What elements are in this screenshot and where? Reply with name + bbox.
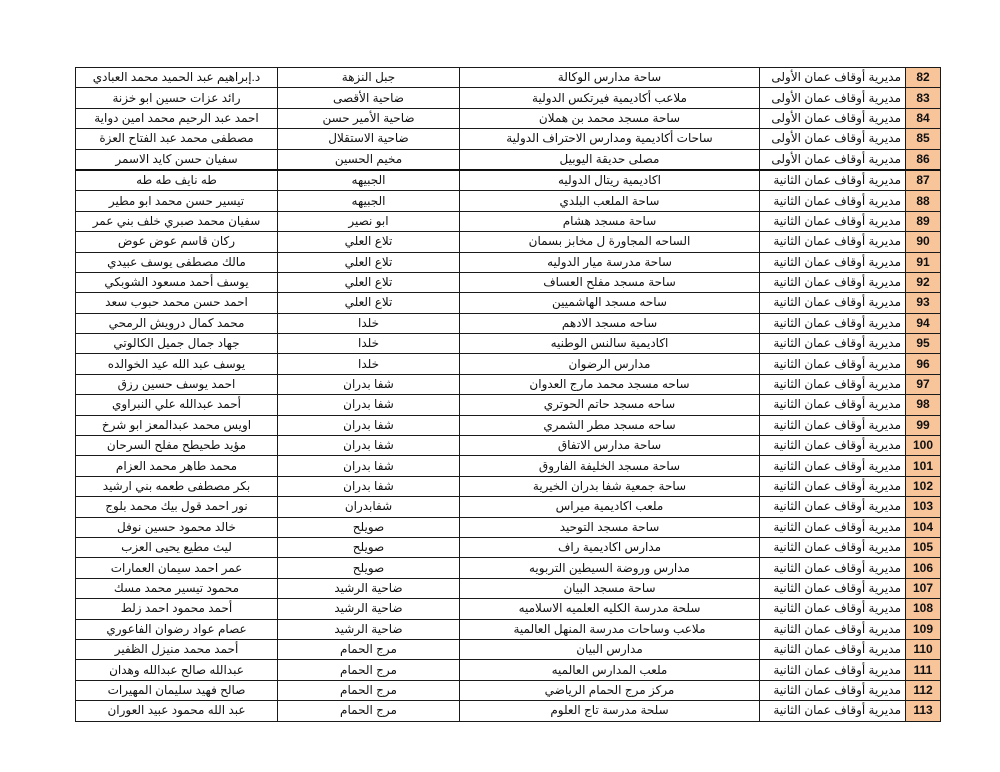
cell-directorate: مديرية أوقاف عمان الثانية [760, 313, 906, 333]
cell-area: الجبيهه [278, 191, 460, 211]
cell-place: مدارس وروضة السيطين التربويه [460, 558, 760, 578]
cell-name: أحمد محمود احمد زلط [76, 599, 278, 619]
table-row [76, 374, 941, 394]
cell-directorate: مديرية أوقاف عمان الثانية [760, 293, 906, 313]
cell-name: محمد كمال درويش الرمحي [76, 313, 278, 333]
cell-place: ساحة مسجد الخليفة الفاروق [460, 456, 760, 476]
cell-directorate: مديرية أوقاف عمان الثانية [760, 578, 906, 598]
cell-directorate: مديرية أوقاف عمان الثانية [760, 456, 906, 476]
cell-name: د.إبراهيم عبد الحميد محمد العبادي [76, 68, 278, 88]
cell-name: ركان قاسم عوض عوض [76, 232, 278, 252]
cell-area: ضاحية الرشيد [278, 599, 460, 619]
cell-directorate: مديرية أوقاف عمان الثانية [760, 395, 906, 415]
cell-area: مرج الحمام [278, 660, 460, 680]
cell-place: ساحة جمعية شفا بدران الخيرية [460, 476, 760, 496]
cell-directorate: مديرية أوقاف عمان الثانية [760, 680, 906, 700]
cell-name: خالد محمود حسين نوفل [76, 517, 278, 537]
cell-directorate: مديرية أوقاف عمان الأولى [760, 108, 906, 128]
table-row [76, 252, 941, 272]
table-row [76, 680, 941, 700]
cell-area: ضاحية الرشيد [278, 578, 460, 598]
cell-area: شفابدران [278, 497, 460, 517]
cell-name: طه نايف طه طه [76, 170, 278, 191]
cell-name: صالح فهيد سليمان المهيرات [76, 680, 278, 700]
table-row [76, 232, 941, 252]
cell-directorate: مديرية أوقاف عمان الثانية [760, 232, 906, 252]
cell-place: مدارس الرضوان [460, 354, 760, 374]
cell-number: 102 [906, 476, 941, 496]
cell-number: 86 [906, 149, 941, 170]
cell-place: ساحه مسجد حاتم الحوتري [460, 395, 760, 415]
cell-area: خلدا [278, 354, 460, 374]
cell-number: 85 [906, 129, 941, 149]
cell-area: تلاع العلي [278, 252, 460, 272]
cell-area: ضاحية الاستقلال [278, 129, 460, 149]
cell-number: 113 [906, 701, 941, 721]
cell-area: خلدا [278, 334, 460, 354]
table-row [76, 68, 941, 88]
cell-number: 93 [906, 293, 941, 313]
cell-directorate: مديرية أوقاف عمان الثانية [760, 619, 906, 639]
cell-name: يوسف عبد الله عيد الخوالده [76, 354, 278, 374]
table-body [76, 68, 941, 722]
table-row [76, 88, 941, 108]
cell-name: جهاد جمال جميل الكالوتي [76, 334, 278, 354]
cell-name: مؤيد طحيطح مفلح السرحان [76, 436, 278, 456]
cell-name: سفيان محمد صبري خلف بني عمر [76, 211, 278, 231]
cell-place: ساحه مسجد الهاشميين [460, 293, 760, 313]
cell-number: 100 [906, 436, 941, 456]
cell-directorate: مديرية أوقاف عمان الثانية [760, 252, 906, 272]
cell-place: ساحة مدرسة ميار الدوليه [460, 252, 760, 272]
cell-number: 88 [906, 191, 941, 211]
cell-area: شفا بدران [278, 415, 460, 435]
cell-number: 87 [906, 170, 941, 191]
cell-directorate: مديرية أوقاف عمان الثانية [760, 415, 906, 435]
cell-place: ساحه مسجد مطر الشمري [460, 415, 760, 435]
cell-directorate: مديرية أوقاف عمان الثانية [760, 701, 906, 721]
cell-number: 91 [906, 252, 941, 272]
cell-name: احمد حسن محمد حبوب سعد [76, 293, 278, 313]
cell-place: الساحه المجاورة ل مخابز بسمان [460, 232, 760, 252]
cell-directorate: مديرية أوقاف عمان الثانية [760, 497, 906, 517]
cell-name: بكر مصطفى طعمه بني ارشيد [76, 476, 278, 496]
cell-area: مرج الحمام [278, 701, 460, 721]
cell-place: اكاديمية ريتال الدوليه [460, 170, 760, 191]
table-row [76, 619, 941, 639]
table-row [76, 517, 941, 537]
cell-number: 83 [906, 88, 941, 108]
table-row [76, 415, 941, 435]
table-row [76, 578, 941, 598]
cell-number: 96 [906, 354, 941, 374]
cell-number: 94 [906, 313, 941, 333]
cell-number: 104 [906, 517, 941, 537]
cell-number: 90 [906, 232, 941, 252]
cell-number: 99 [906, 415, 941, 435]
cell-area: صويلح [278, 517, 460, 537]
cell-name: أحمد محمد منيزل الظفير [76, 639, 278, 659]
cell-number: 110 [906, 639, 941, 659]
cell-name: عبدالله صالح عبدالله وهدان [76, 660, 278, 680]
cell-number: 108 [906, 599, 941, 619]
cell-area: تلاع العلي [278, 293, 460, 313]
cell-name: عمر احمد سيمان العمارات [76, 558, 278, 578]
table-row [76, 293, 941, 313]
cell-place: ساحة مسجد هشام [460, 211, 760, 231]
cell-directorate: مديرية أوقاف عمان الثانية [760, 476, 906, 496]
cell-name: محمد طاهر محمد العزام [76, 456, 278, 476]
cell-number: 107 [906, 578, 941, 598]
cell-place: سلحة مدرسة تاج العلوم [460, 701, 760, 721]
cell-area: الجبيهه [278, 170, 460, 191]
table-row [76, 456, 941, 476]
cell-name: محمود تيسير محمد مسك [76, 578, 278, 598]
cell-place: ساحة مسجد محمد بن هملان [460, 108, 760, 128]
cell-place: ساحة الملعب البلدي [460, 191, 760, 211]
cell-name: ليث مطيع يحيى العزب [76, 537, 278, 557]
table-row [76, 537, 941, 557]
cell-directorate: مديرية أوقاف عمان الثانية [760, 537, 906, 557]
table-row [76, 272, 941, 292]
cell-number: 101 [906, 456, 941, 476]
table-row [76, 129, 941, 149]
table-row [76, 313, 941, 333]
table-row [76, 108, 941, 128]
cell-number: 103 [906, 497, 941, 517]
cell-place: ساحة مسجد مفلح العساف [460, 272, 760, 292]
cell-directorate: مديرية أوقاف عمان الثانية [760, 170, 906, 191]
cell-directorate: مديرية أوقاف عمان الثانية [760, 374, 906, 394]
table-row [76, 354, 941, 374]
cell-number: 84 [906, 108, 941, 128]
cell-place: ملاعب أكاديمية فيرتكس الدولية [460, 88, 760, 108]
table-row [76, 558, 941, 578]
cell-area: ضاحية الأمير حسن [278, 108, 460, 128]
cell-place: ملعب اكاديمية ميراس [460, 497, 760, 517]
cell-area: صويلح [278, 558, 460, 578]
cell-place: ساحة مدارس الاتفاق [460, 436, 760, 456]
cell-directorate: مديرية أوقاف عمان الأولى [760, 129, 906, 149]
cell-name: اويس محمد عبدالمعز ابو شرخ [76, 415, 278, 435]
cell-directorate: مديرية أوقاف عمان الأولى [760, 68, 906, 88]
cell-place: مدارس البيان [460, 639, 760, 659]
cell-area: تلاع العلي [278, 272, 460, 292]
table-row [76, 170, 941, 191]
cell-place: ساحة مسجد البيان [460, 578, 760, 598]
table-row [76, 149, 941, 170]
cell-place: ساحة مسجد التوحيد [460, 517, 760, 537]
cell-area: شفا بدران [278, 395, 460, 415]
table-row [76, 476, 941, 496]
cell-directorate: مديرية أوقاف عمان الثانية [760, 354, 906, 374]
cell-area: مخيم الحسين [278, 149, 460, 170]
cell-name: احمد عبد الرحيم محمد امين دواية [76, 108, 278, 128]
cell-area: خلدا [278, 313, 460, 333]
cell-number: 105 [906, 537, 941, 557]
cell-place: سلحة مدرسة الكليه العلميه الاسلاميه [460, 599, 760, 619]
cell-place: ساحه مسجد الادهم [460, 313, 760, 333]
cell-name: عبد الله محمود عبيد العوران [76, 701, 278, 721]
cell-directorate: مديرية أوقاف عمان الثانية [760, 639, 906, 659]
cell-number: 109 [906, 619, 941, 639]
cell-number: 89 [906, 211, 941, 231]
cell-area: شفا بدران [278, 436, 460, 456]
table-row [76, 211, 941, 231]
cell-number: 98 [906, 395, 941, 415]
cell-name: يوسف أحمد مسعود الشوبكي [76, 272, 278, 292]
cell-place: مصلى حديقة اليوبيل [460, 149, 760, 170]
cell-directorate: مديرية أوقاف عمان الثانية [760, 334, 906, 354]
cell-area: تلاع العلي [278, 232, 460, 252]
cell-area: ضاحية الرشيد [278, 619, 460, 639]
cell-name: نور احمد قول بيك محمد بلوج [76, 497, 278, 517]
cell-place: ملاعب وساحات مدرسة المنهل العالمية [460, 619, 760, 639]
cell-directorate: مديرية أوقاف عمان الثانية [760, 191, 906, 211]
table-row [76, 639, 941, 659]
cell-name: تيسير حسن محمد ابو مطير [76, 191, 278, 211]
table-row [76, 334, 941, 354]
cell-place: ساحه مسجد محمد مارج العدوان [460, 374, 760, 394]
cell-area: صويلح [278, 537, 460, 557]
table-row [76, 191, 941, 211]
cell-place: اكاديمية سالنس الوطنيه [460, 334, 760, 354]
cell-name: مصطفى محمد عبد الفتاح العزة [76, 129, 278, 149]
cell-directorate: مديرية أوقاف عمان الثانية [760, 272, 906, 292]
cell-area: شفا بدران [278, 476, 460, 496]
cell-number: 92 [906, 272, 941, 292]
cell-name: مالك مصطفى يوسف عبيدي [76, 252, 278, 272]
cell-place: مدارس اكاديمية راف [460, 537, 760, 557]
table-row [76, 701, 941, 721]
cell-directorate: مديرية أوقاف عمان الثانية [760, 660, 906, 680]
cell-place: ساحة مدارس الوكالة [460, 68, 760, 88]
cell-area: شفا بدران [278, 374, 460, 394]
cell-number: 97 [906, 374, 941, 394]
cell-name: عصام عواد رضوان الفاعوري [76, 619, 278, 639]
cell-directorate: مديرية أوقاف عمان الثانية [760, 517, 906, 537]
cell-number: 82 [906, 68, 941, 88]
cell-name: سفيان حسن كايد الاسمر [76, 149, 278, 170]
cell-name: أحمد عبدالله علي النبراوي [76, 395, 278, 415]
table-row [76, 497, 941, 517]
cell-place: مركز مرج الحمام الرياضي [460, 680, 760, 700]
table-row [76, 436, 941, 456]
cell-directorate: مديرية أوقاف عمان الأولى [760, 88, 906, 108]
cell-directorate: مديرية أوقاف عمان الأولى [760, 149, 906, 170]
cell-area: ابو نصير [278, 211, 460, 231]
cell-number: 111 [906, 660, 941, 680]
assignments-table [75, 67, 941, 722]
table-row [76, 660, 941, 680]
cell-area: جبل النزهة [278, 68, 460, 88]
cell-directorate: مديرية أوقاف عمان الثانية [760, 211, 906, 231]
cell-area: مرج الحمام [278, 639, 460, 659]
cell-name: رائد عزات حسين ابو خزنة [76, 88, 278, 108]
cell-area: شفا بدران [278, 456, 460, 476]
cell-directorate: مديرية أوقاف عمان الثانية [760, 436, 906, 456]
cell-name: احمد يوسف حسين رزق [76, 374, 278, 394]
cell-number: 112 [906, 680, 941, 700]
table-row [76, 599, 941, 619]
cell-directorate: مديرية أوقاف عمان الثانية [760, 558, 906, 578]
cell-area: مرج الحمام [278, 680, 460, 700]
cell-place: ساحات أكاديمية ومدارس الاحتراف الدولية [460, 129, 760, 149]
cell-area: ضاحية الأقصى [278, 88, 460, 108]
cell-number: 106 [906, 558, 941, 578]
cell-number: 95 [906, 334, 941, 354]
table-row [76, 395, 941, 415]
cell-directorate: مديرية أوقاف عمان الثانية [760, 599, 906, 619]
cell-place: ملعب المدارس العالميه [460, 660, 760, 680]
